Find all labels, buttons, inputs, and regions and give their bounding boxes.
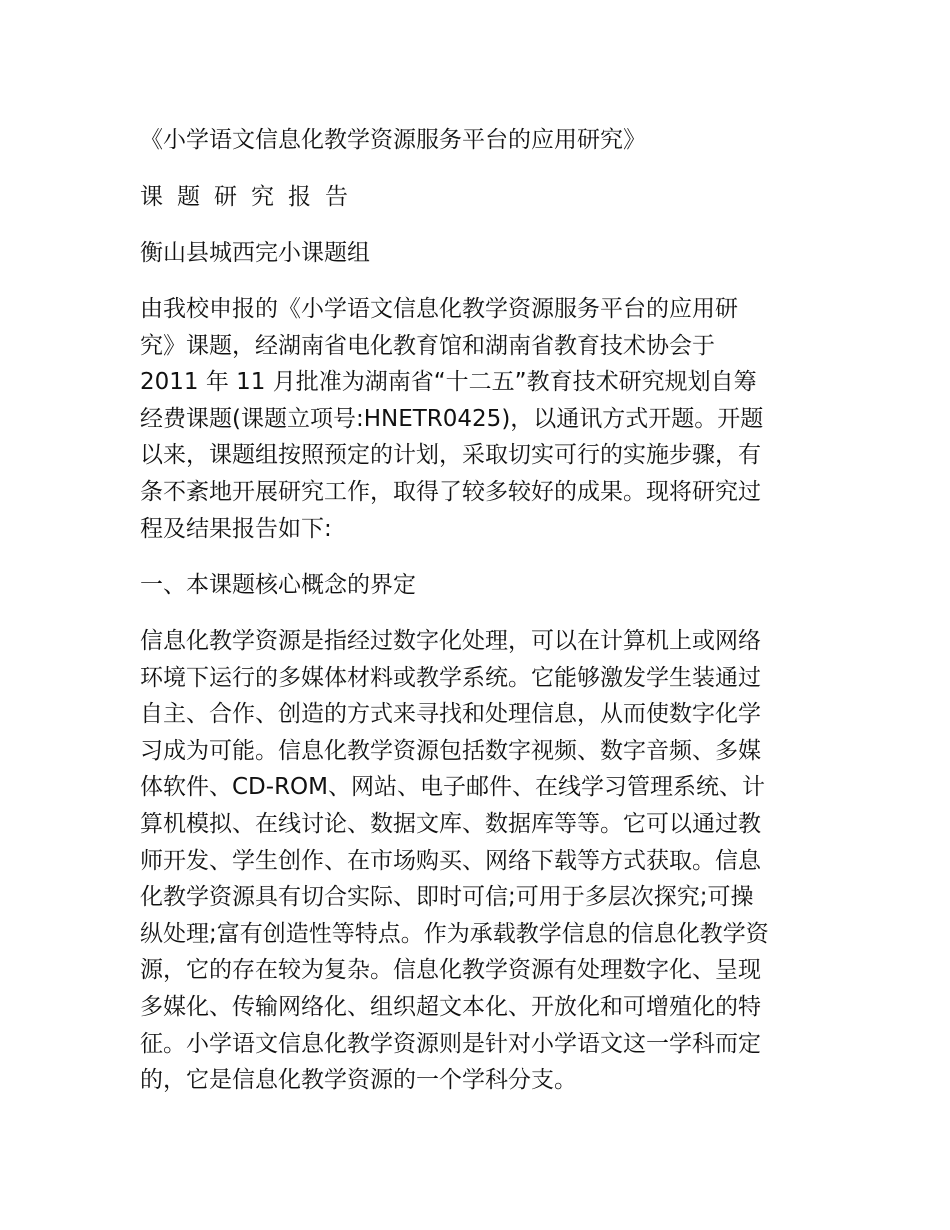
paragraph-line: 经费课题(课题立项号:HNETR0425)，以通讯方式开题。开题	[140, 405, 764, 432]
paragraph-line: 自主、合作、创造的方式来寻找和处理信息，从而使数字化学	[140, 701, 761, 728]
paragraph-line: 究》课题，经湖南省电化教育馆和湖南省教育技术协会于	[140, 332, 715, 359]
document-title	[140, 122, 646, 159]
author-text: 衡山县城西完小课题组	[140, 240, 370, 266]
paragraph-line: 化教学资源具有切合实际、即时可信;可用于多层次探究;可操	[140, 884, 754, 911]
paragraph-line: 环境下运行的多媒体材料或教学系统。它能够激发学生装通过	[140, 664, 761, 691]
document-subtitle	[140, 179, 362, 216]
paragraph-line: 2011 年 11 月批准为湖南省“十二五”教育技术研究规划自筹	[140, 369, 757, 396]
paragraph-line: 多媒化、传输网络化、组织超文本化、开放化和可增殖化的特	[140, 993, 761, 1020]
intro-paragraph	[140, 291, 763, 547]
paragraph-line: 体软件、CD-ROM、网站、电子邮件、在线学习管理系统、计	[140, 774, 765, 801]
paragraph-line: 纵处理;富有创造性等特点。作为承载教学信息的信息化教学资	[140, 920, 769, 947]
paragraph-line: 源，它的存在较为复杂。信息化教学资源有处理数字化、呈现	[140, 957, 761, 984]
paragraph-line: 由我校申报的《小学语文信息化教学资源服务平台的应用研	[140, 296, 738, 322]
paragraph-line: 以来，课题组按照预定的计划，采取切实可行的实施步骤，有	[140, 442, 761, 469]
definition-paragraph	[140, 623, 769, 1099]
document-author	[140, 235, 370, 272]
title-text: 《小学语文信息化教学资源服务平台的应用研究》	[140, 127, 646, 153]
paragraph-line: 算机模拟、在线讨论、数据文库、数据库等等。它可以通过教	[140, 810, 761, 837]
paragraph-line: 师开发、学生创作、在市场购买、网络下载等方式获取。信息	[140, 847, 761, 874]
section-heading-text: 一、本课题核心概念的界定	[140, 572, 416, 598]
paragraph-line: 征。小学语文信息化教学资源则是针对小学语文这一学科而定	[140, 1030, 761, 1057]
paragraph-line: 条不紊地开展研究工作，取得了较多较好的成果。现将研究过	[140, 478, 761, 505]
section-heading	[140, 567, 416, 604]
subtitle-text: 课题研究报告	[140, 184, 362, 210]
paragraph-line: 的，它是信息化教学资源的一个学科分支。	[140, 1067, 577, 1094]
paragraph-line: 信息化教学资源是指经过数字化处理，可以在计算机上或网络	[140, 628, 761, 654]
paragraph-line: 习成为可能。信息化教学资源包括数字视频、数字音频、多媒	[140, 737, 761, 764]
paragraph-line: 程及结果报告如下:	[140, 515, 332, 542]
